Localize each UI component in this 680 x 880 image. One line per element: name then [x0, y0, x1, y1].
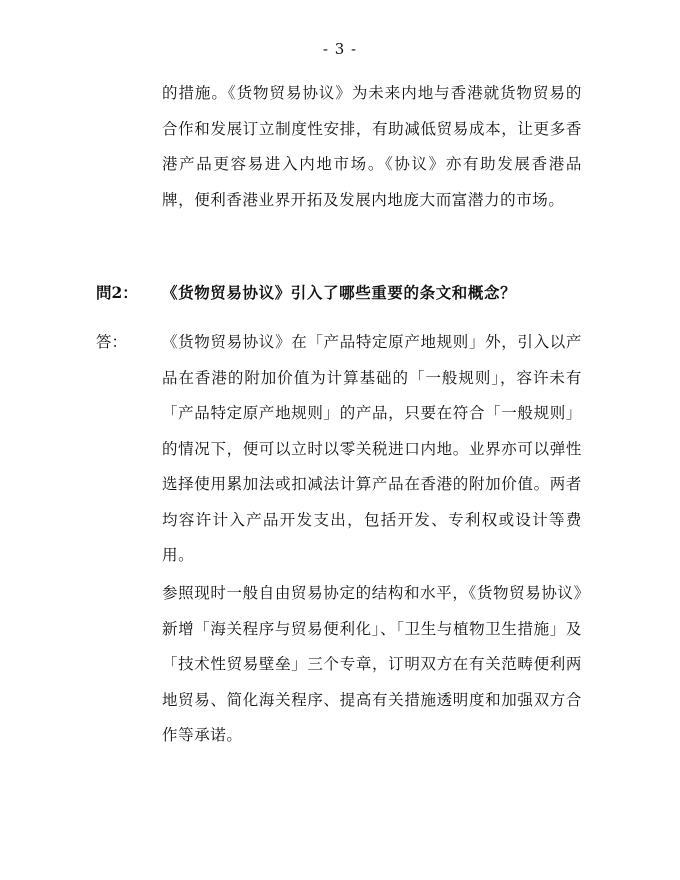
- page-number: - 3 -: [322, 40, 358, 58]
- question-label: 問2：: [96, 283, 138, 302]
- answer-label: 答：: [96, 333, 128, 351]
- question-text: 《货物贸易协议》引入了哪些重要的条文和概念？: [162, 283, 517, 302]
- intro-paragraph: 的措施。《货物贸易协议》为未来内地与香港就货物贸易的合作和发展订立制度性安排，有助减低贸易成本，让更多香港产品更容易进入内地市场。《协议》亦有助发展香港品牌，便利香港业界开拓及发展内地庞大而富潜力的市场。: [162, 84, 582, 209]
- answer-paragraph-2: 参照现时一般自由贸易协定的结构和水平，《货物贸易协议》新增「海关程序与贸易便利化」、「卫生与植物卫生措施」及「技术性贸易壁垒」三个专章，订明双方在有关范畴便利两地贸易、简化海关程序、提高有关措施透明度和加强双方合作等承诺。: [162, 584, 582, 744]
- answer-paragraph-1: 《货物贸易协议》在「产品特定原产地规则」外，引入以产品在香港的附加价值为计算基础的「一般规则」，容许未有「产品特定原产地规则」的产品，只要在符合「一般规则」的情况下，便可以立时以零关税进口内地。业界亦可以弹性选择使用累加法或扣减法计算产品在香港的附加价值。两者均容许计入产品开发支出，包括开发、专利权或设计等费用。: [162, 333, 582, 564]
